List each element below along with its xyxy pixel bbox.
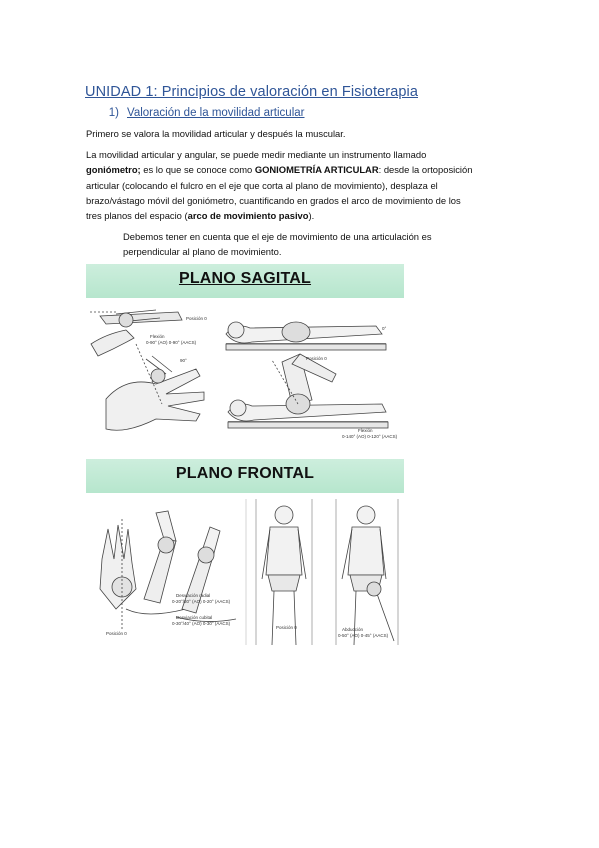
sagittal-illustration [86,264,404,450]
banner-title: PLANO FRONTAL [175,465,315,482]
note-line: Debemos tener en cuenta que el eje de movimiento de una articulación es [123,231,432,242]
figure-label: Desviación radial [176,593,211,598]
figure-label: 0-20°/30° (AO) 0-20° (AACS) [172,599,231,604]
figure-label: Posición 0 [306,356,327,361]
page-title: UNIDAD 1: Principios de valoración en Fisioterapia [85,84,419,100]
figure-label: 90° [180,358,187,363]
figure-label: Posición 0 [186,316,207,321]
intro-text: Primero se valora la movilidad articular y después la muscular. [86,128,346,139]
paragraph-line: brazo/vástago móvil del goniómetro, cuantificando en grados el arco de movimiento de los [86,194,461,206]
body-paragraph [86,147,472,223]
figure-label: Desviación cubital [176,615,213,620]
figure-label: 0-90° (AO) 0-90° (AACS) [146,340,197,345]
banner-title: PLANO SAGITAL [178,270,312,287]
figure-label: Flexión [150,334,165,339]
frontal-illustration [86,459,404,645]
figure-label: 0-140° (AO) 0-120° (AACS) [342,434,398,439]
note-line: perpendicular al plano de movimiento. [123,246,282,258]
figure-label: 0° [382,326,387,331]
figure-label: 0-30°/40° (AO) 0-30° (AACS) [172,621,231,626]
paragraph-fragment: tres planos del espacio ( [86,210,188,222]
section-heading [91,107,305,119]
paragraph-fragment: : desde la ortoposición [378,164,473,176]
paragraph-line: La movilidad articular y angular, se puede medir mediante un instrumento llamado [86,149,427,160]
bold-term: GONIOMETRÍA ARTICULAR [254,164,379,176]
bold-term: goniómetro; [86,164,141,176]
paragraph-line [86,208,472,223]
figure-label: Abducción [342,627,364,632]
section-number: 1) [108,107,119,119]
paragraph-fragment: es lo que se conoce como [140,164,255,176]
paragraph-line [86,162,472,177]
note-paragraph [123,229,432,260]
figure-label: Flexión [358,428,373,433]
paragraph-line: articular (colocando el fulcro en el eje que corta al plano de movimiento), desplaza el [86,179,438,191]
figure-sagittal-plane [86,264,404,450]
bold-term: arco de movimiento pasivo [187,210,309,222]
paragraph-fragment: ). [308,210,315,222]
figure-label: Posición 0 [106,631,127,636]
section-label: Valoración de la movilidad articular [127,107,305,119]
figure-label: 0-50° (AO) 0-45° (AACS) [338,633,389,638]
figure-frontal-plane [86,459,404,645]
figure-label: Posición 0 [276,625,297,630]
